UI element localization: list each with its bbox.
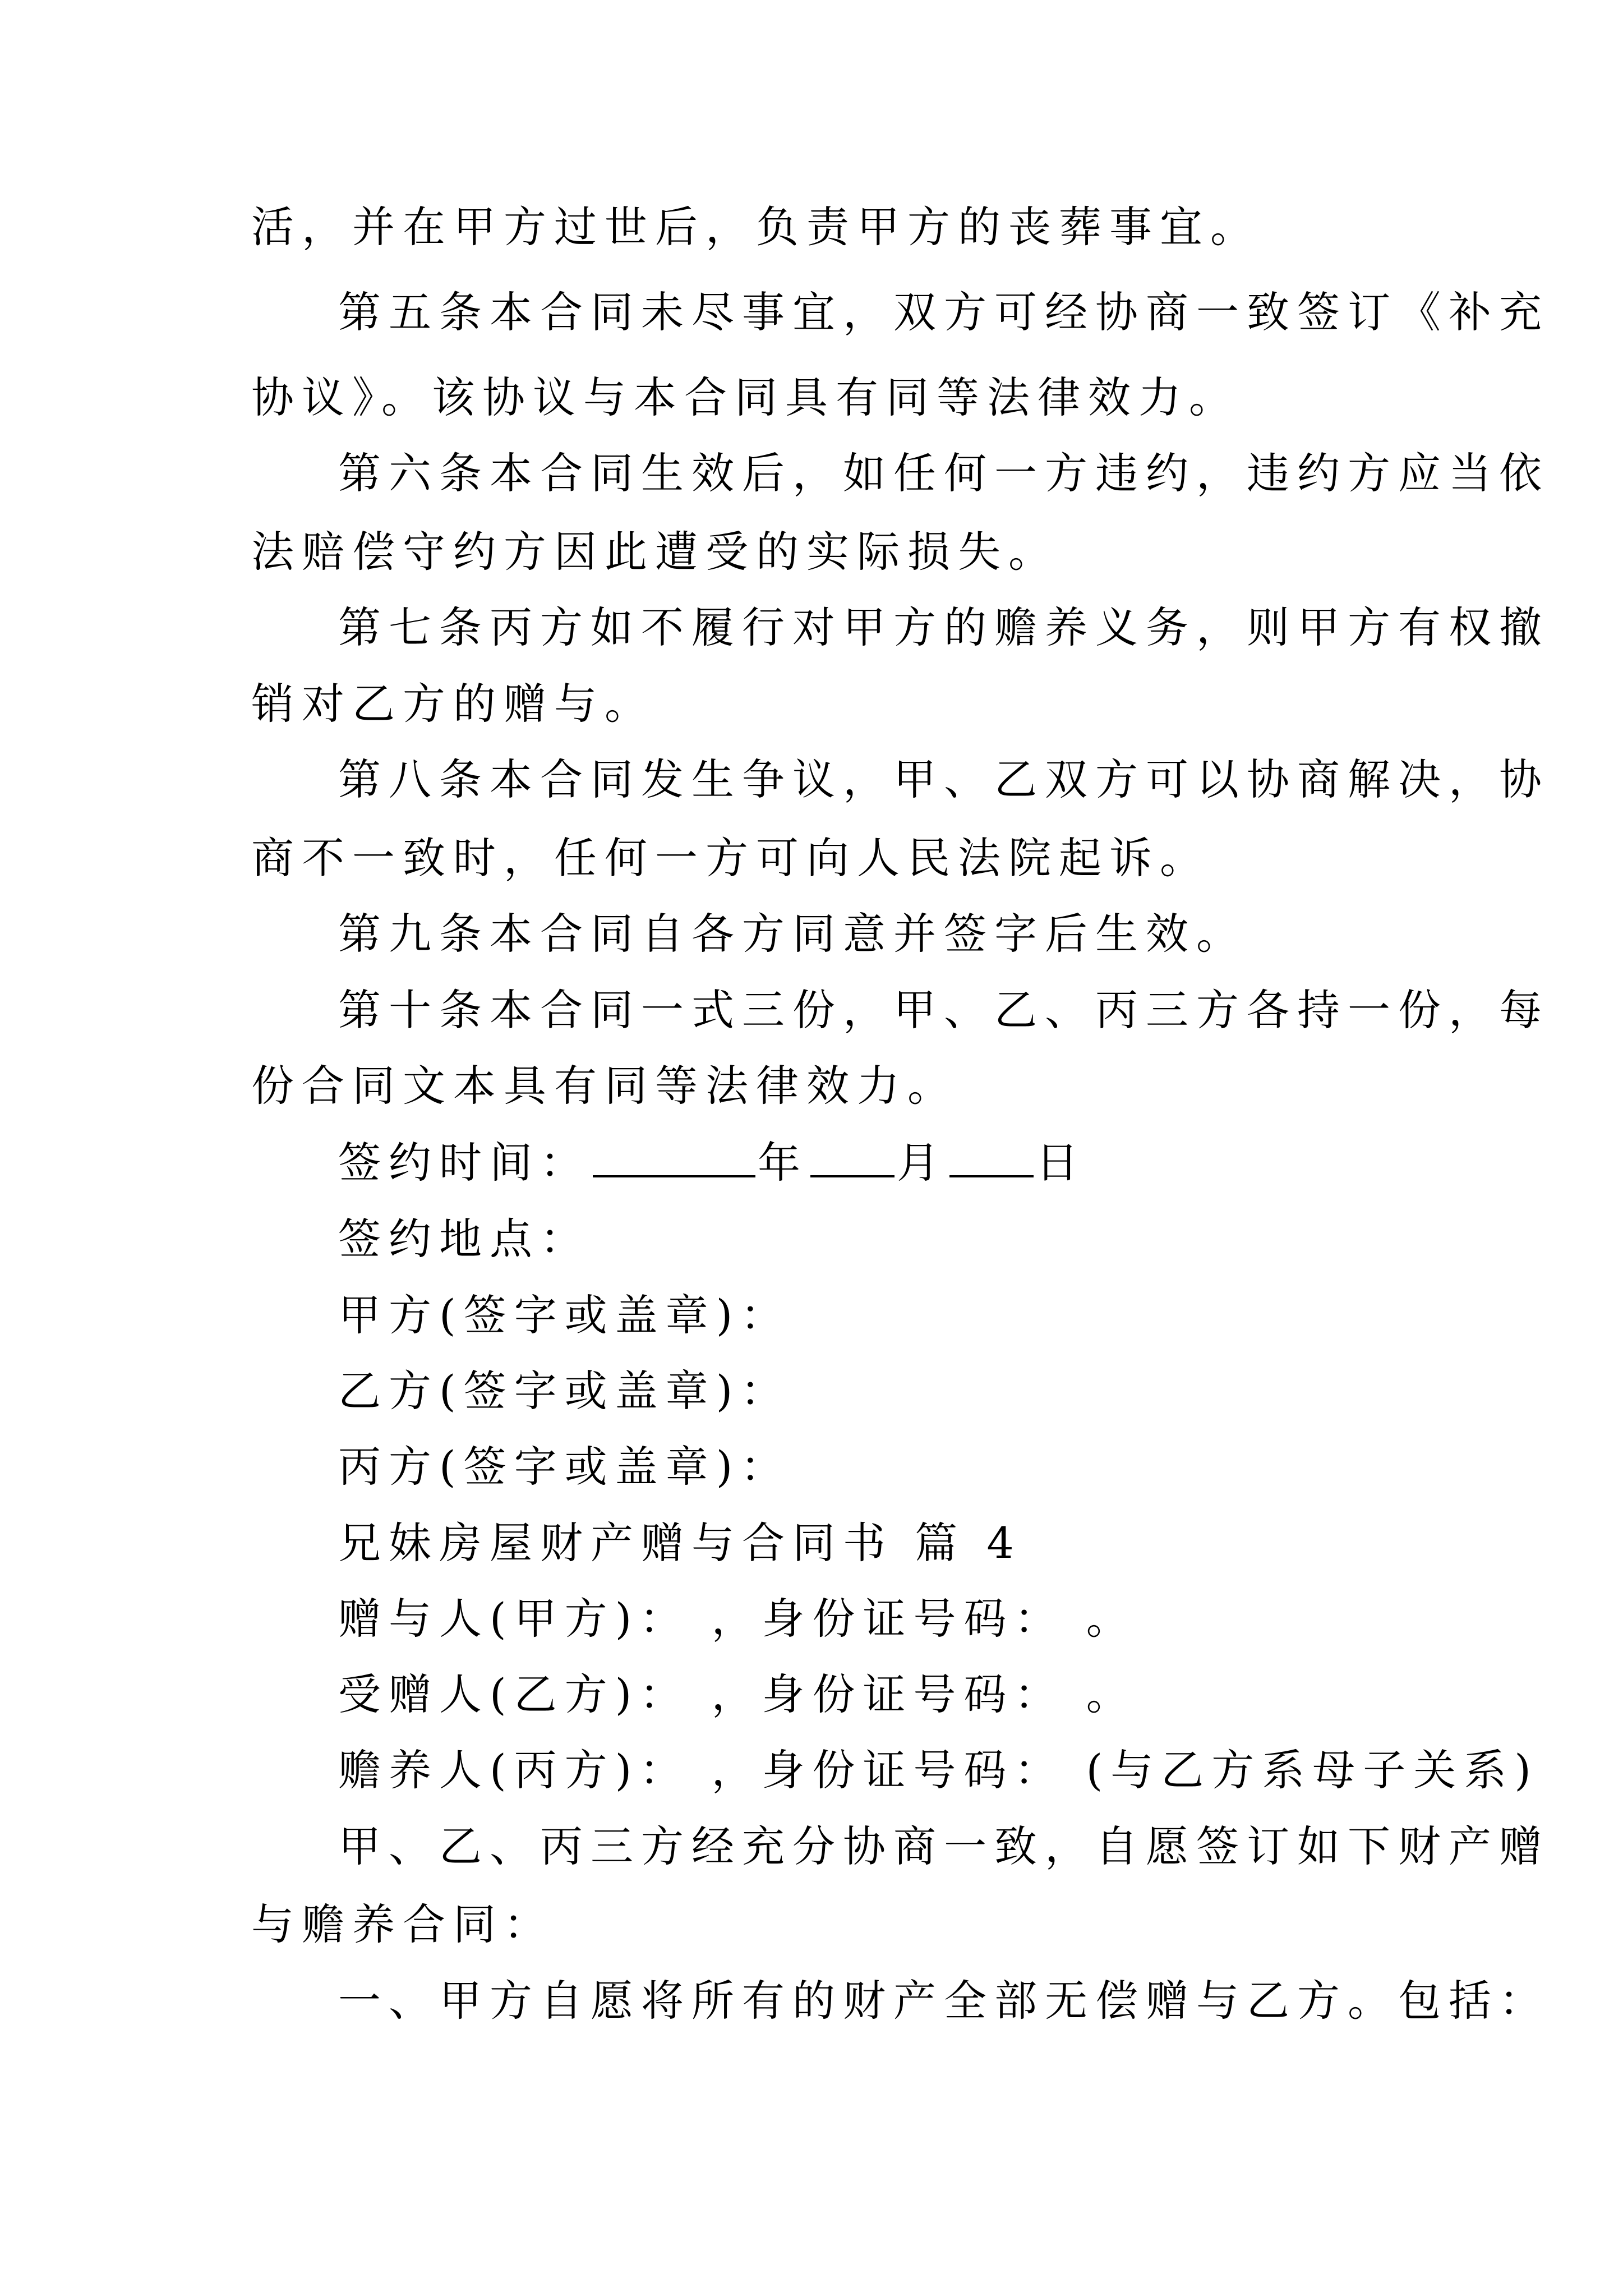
text-line: 第六条本合同生效后，如任何一方违约，违约方应当依 <box>338 448 1550 498</box>
text-line: 销对乙方的赠与。 <box>251 679 655 729</box>
text-line: 与赡养合同： <box>251 1899 554 1949</box>
text-line: 协议》。该协议与本合同具有同等法律效力。 <box>251 372 1239 422</box>
supporter-line: 赡养人(丙方)： ，身份证号码： (与乙方系母子关系) <box>338 1745 1539 1795</box>
signing-place-line: 签约地点： <box>338 1214 591 1264</box>
text-line: 商不一致时，任何一方可向人民法院起诉。 <box>251 833 1210 883</box>
year-blank[interactable] <box>593 1138 755 1177</box>
recipient-line: 受赠人(乙方)： ，身份证号码： 。 <box>338 1669 1137 1719</box>
signing-time-line <box>338 1132 1086 1194</box>
donor-line: 赠与人(甲方)： ，身份证号码： 。 <box>338 1594 1137 1644</box>
text-line: 甲、乙、丙三方经充分协商一致，自愿签订如下财产赠 <box>338 1821 1550 1871</box>
party-b-signature-line: 乙方(签字或盖章)： <box>338 1366 791 1416</box>
text-line: 一、甲方自愿将所有的财产全部无偿赠与乙方。包括： <box>338 1976 1550 2026</box>
day-label: 日 <box>1036 1138 1086 1188</box>
month-blank[interactable] <box>810 1138 895 1177</box>
text-line: 法赔偿守约方因此遭受的实际损失。 <box>251 527 1059 577</box>
section-title: 兄妹房屋财产赠与合同书 篇 4 <box>338 1518 1022 1568</box>
text-line: 第九条本合同自各方同意并签字后生效。 <box>338 909 1247 959</box>
text-line: 活，并在甲方过世后，负责甲方的丧葬事宜。 <box>251 202 1261 252</box>
signing-time-label: 签约时间： <box>338 1138 591 1188</box>
month-label: 月 <box>897 1138 947 1188</box>
year-label: 年 <box>758 1138 808 1188</box>
party-c-signature-line: 丙方(签字或盖章)： <box>338 1442 791 1492</box>
text-line: 第五条本合同未尽事宜，双方可经协商一致签订《补充 <box>338 287 1550 337</box>
day-blank[interactable] <box>949 1138 1034 1177</box>
party-a-signature-line: 甲方(签字或盖章)： <box>338 1290 791 1340</box>
text-line: 第十条本合同一式三份，甲、乙、丙三方各持一份，每 <box>338 985 1550 1035</box>
text-line: 份合同文本具有同等法律效力。 <box>251 1061 958 1111</box>
text-line: 第七条丙方如不履行对甲方的赡养义务，则甲方有权撤 <box>338 602 1550 652</box>
text-line: 第八条本合同发生争议，甲、乙双方可以协商解决，协 <box>338 754 1550 804</box>
